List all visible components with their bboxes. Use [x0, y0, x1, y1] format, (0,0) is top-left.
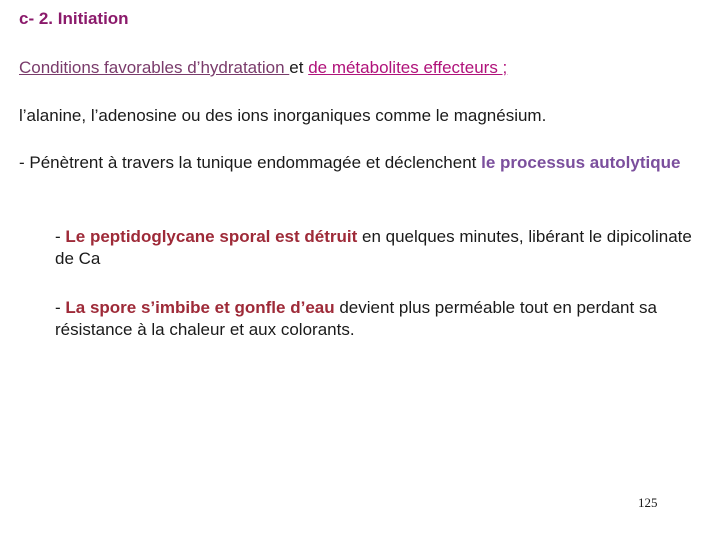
penetrate-paragraph [19, 152, 699, 174]
conditions-hydration: Conditions favorables d’hydratation [19, 58, 290, 77]
conditions-line [19, 58, 507, 78]
examples-line: l’alanine, l’adenosine ou des ions inorganiques comme le magnésium. [19, 106, 547, 125]
page-number: 125 [638, 495, 658, 510]
penetrate-text: - Pénètrent à travers la tunique endommagée et déclenchent [19, 153, 482, 172]
peptidoglycan-highlight: Le peptidoglycane sporal est détruit [65, 227, 358, 246]
spore-highlight: La spore s’imbibe et gonfle d’eau [65, 298, 335, 317]
penetrate-highlight: le processus autolytique [481, 153, 681, 172]
peptidoglycan-paragraph [55, 226, 710, 270]
peptidoglycan-prefix: - [55, 227, 66, 246]
slide-title: c- 2. Initiation [19, 9, 129, 28]
peptidoglycan-rest: en quelques minutes, libérant le dipicolinate de Ca [55, 227, 692, 268]
spore-rest: devient plus perméable tout en perdant sa résistance à la chaleur et aux colorants. [55, 298, 657, 339]
conditions-and: et [289, 58, 309, 77]
spore-prefix: - [55, 298, 66, 317]
conditions-metabolites: de métabolites effecteurs ; [308, 58, 508, 77]
spore-paragraph [55, 297, 695, 341]
